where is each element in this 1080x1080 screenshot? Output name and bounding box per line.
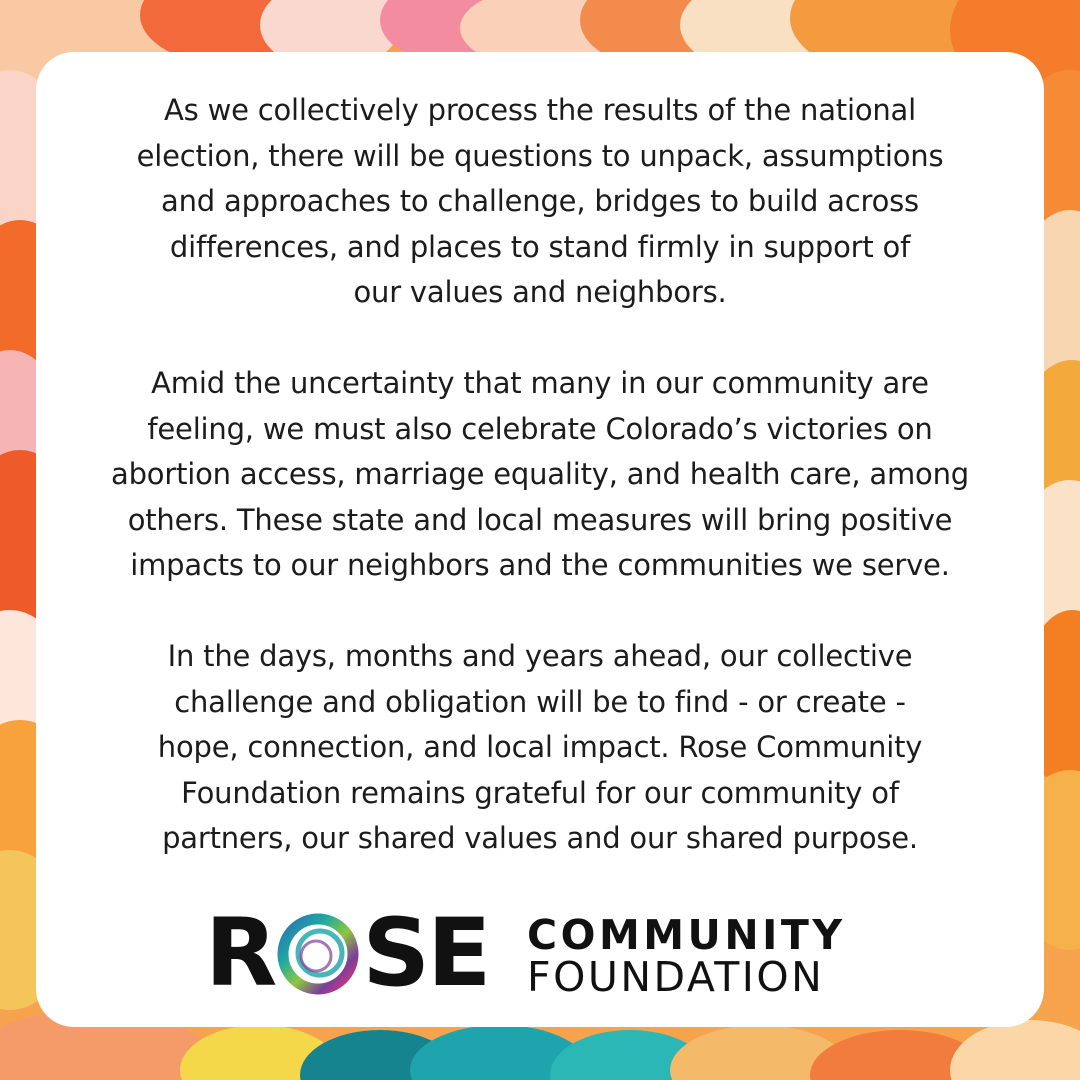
logo-letters-se: SE	[362, 899, 489, 1008]
text-line: partners, our shared values and our shared purpose.	[162, 821, 918, 855]
rose-ring-icon	[276, 912, 360, 996]
text-line: and approaches to challenge, bridges to build across	[161, 184, 919, 218]
logo-subtitle	[527, 911, 846, 1001]
text-line: others. These state and local measures will bring positive	[127, 502, 953, 537]
statement-text	[0, 88, 1080, 907]
text-line: differences, and places to stand firmly in support of	[169, 229, 911, 264]
text-line: As we collectively process the results of the national	[164, 93, 916, 127]
logo-letter-r: R	[205, 899, 275, 1008]
paragraph-victories	[0, 361, 1080, 589]
logo-foundation-text: FOUNDATION	[527, 953, 825, 1001]
logo-community-text: COMMUNITY	[527, 911, 846, 959]
text-line: hope, connection, and local impact. Rose Community	[157, 730, 923, 764]
text-line: challenge and obligation will be to find - or create -	[174, 684, 906, 719]
text-line: our values and neighbors.	[353, 275, 727, 309]
logo-wordmark-rose	[205, 899, 489, 1008]
text-line: impacts to our neighbors and the communities we serve.	[130, 548, 950, 582]
text-line: In the days, months and years ahead, our collective	[167, 639, 913, 673]
text-line: election, there will be questions to unpack, assumptions	[136, 138, 944, 173]
text-line: Foundation remains grateful for our community of	[181, 775, 899, 810]
rose-community-foundation-logo	[205, 899, 885, 1008]
text-line: abortion access, marriage equality, and health care, among	[111, 457, 969, 491]
paragraph-gratitude	[0, 634, 1080, 862]
text-line: Amid the uncertainty that many in our community are	[151, 366, 929, 400]
text-line: feeling, we must also celebrate Colorado’s victories on	[147, 411, 933, 446]
paragraph-election	[0, 88, 1080, 316]
